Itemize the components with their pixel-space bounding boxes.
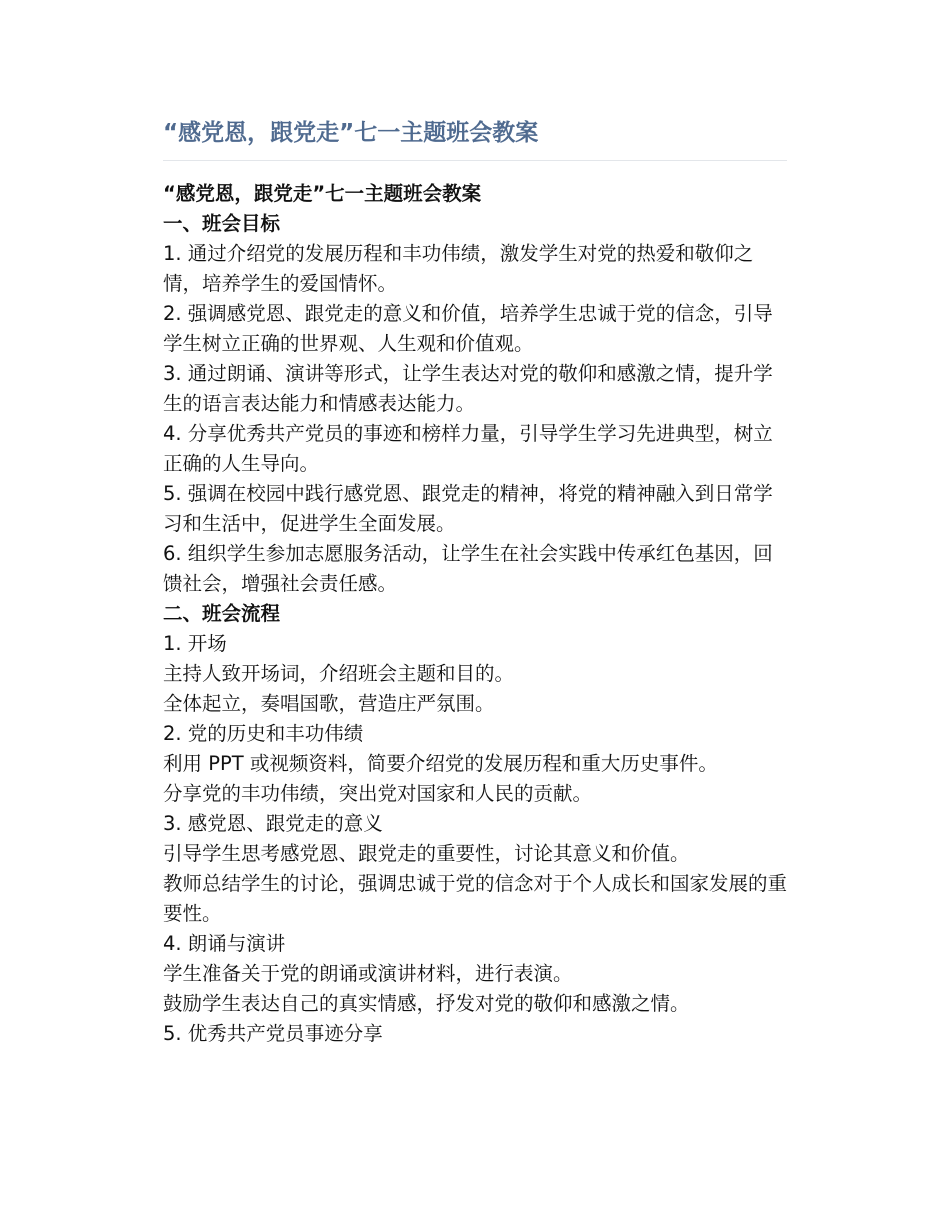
section-title-flow: 二、班会流程 [163,602,281,625]
document-title: “感党恩，跟党走”七一主题班会教案 [163,120,539,146]
flow-step-line: 鼓励学生表达自己的真实情感，抒发对党的敬仰和感激之情。 [163,992,690,1015]
title-divider [163,160,787,161]
flow-step-heading: 3. 感党恩、跟党走的意义 [163,812,383,835]
document-body [163,179,787,1049]
flow-step-line: 引导学生思考感党恩、跟党走的重要性，讨论其意义和价值。 [163,842,690,865]
flow-step-line: 分享党的丰功伟绩，突出党对国家和人民的贡献。 [163,782,593,805]
flow-step-line: 教师总结学生的讨论，强调忠诚于党的信念对于个人成长和国家发展的重要性。 [163,872,788,925]
goal-item: 6. 组织学生参加志愿服务活动，让学生在社会实践中传承红色基因，回馈社会，增强社会责任感。 [163,542,773,595]
goal-item: 1. 通过介绍党的发展历程和丰功伟绩，激发学生对党的热爱和敬仰之情，培养学生的爱国情怀。 [163,242,754,295]
goal-item: 3. 通过朗诵、演讲等形式，让学生表达对党的敬仰和感激之情，提升学生的语言表达能力和情感表达能力。 [163,362,773,415]
document-page [163,110,787,1049]
flow-step-heading: 5. 优秀共产党员事迹分享 [163,1022,383,1045]
goal-item: 2. 强调感党恩、跟党走的意义和价值，培养学生忠诚于党的信念，引导学生树立正确的世界观、人生观和价值观。 [163,302,773,355]
flow-step-line: 全体起立，奏唱国歌，营造庄严氛围。 [163,692,495,715]
goal-item: 5. 强调在校园中践行感党恩、跟党走的精神，将党的精神融入到日常学习和生活中，促进学生全面发展。 [163,482,773,535]
flow-step-heading: 1. 开场 [163,632,227,655]
flow-step-heading: 2. 党的历史和丰功伟绩 [163,722,364,745]
flow-step-line: 利用 PPT 或视频资料，简要介绍党的发展历程和重大历史事件。 [163,752,718,775]
document-heading: “感党恩，跟党走”七一主题班会教案 [163,182,482,205]
flow-step-line: 主持人致开场词，介绍班会主题和目的。 [163,662,515,685]
goal-item: 4. 分享优秀共产党员的事迹和榜样力量，引导学生学习先进典型，树立正确的人生导向。 [163,422,773,475]
section-title-goals: 一、班会目标 [163,212,281,235]
flow-step-heading: 4. 朗诵与演讲 [163,932,286,955]
flow-step-line: 学生准备关于党的朗诵或演讲材料，进行表演。 [163,962,573,985]
